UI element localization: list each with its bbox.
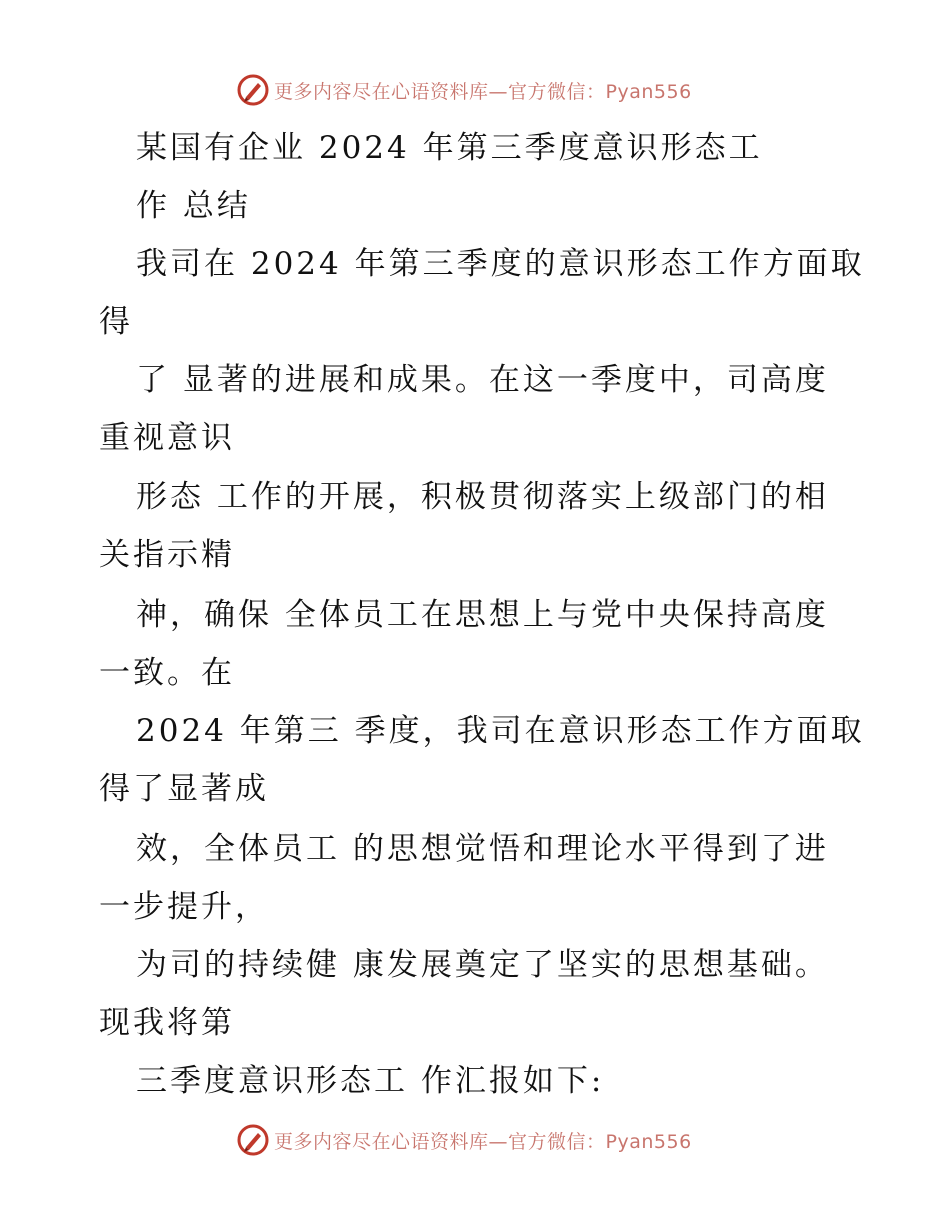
paragraph-line: 得了显著成 xyxy=(99,771,269,807)
paragraph-line: 得 xyxy=(99,304,133,340)
paragraph-line: 神，确保 全体员工在思想上与党中央保持高度 xyxy=(136,597,829,633)
paragraph-line: 一步提升， xyxy=(99,889,269,925)
paragraph-line: 效，全体员工 的思想觉悟和理论水平得到了进 xyxy=(136,831,829,867)
paragraph-line: 一致。在 xyxy=(99,655,235,691)
paragraph-line: 了 显著的进展和成果。在这一季度中，司高度 xyxy=(136,362,829,398)
paragraph-line: 关指示精 xyxy=(99,537,235,573)
watermark-text: 更多内容尽在心语资料库—官方微信：Pyan556 xyxy=(274,1130,692,1153)
paragraph-line: 2024 年第三 季度，我司在意识形态工作方面取 xyxy=(136,713,865,749)
pen-logo-icon xyxy=(236,1123,270,1157)
document-title-line-2: 作 总结 xyxy=(136,188,251,224)
footer-watermark xyxy=(236,1123,692,1157)
document-title-line-1: 某国有企业 2024 年第三季度意识形态工 xyxy=(136,130,763,166)
paragraph-line: 形态 工作的开展，积极贯彻落实上级部门的相 xyxy=(136,479,829,515)
header-watermark xyxy=(236,73,692,107)
paragraph-line: 现我将第 xyxy=(99,1005,235,1041)
paragraph-line: 为司的持续健 康发展奠定了坚实的思想基础。 xyxy=(136,947,829,983)
paragraph-line: 我司在 2024 年第三季度的意识形态工作方面取 xyxy=(136,246,865,282)
paragraph-line: 三季度意识形态工 作汇报如下: xyxy=(136,1063,605,1099)
pen-logo-icon xyxy=(236,73,270,107)
watermark-text: 更多内容尽在心语资料库—官方微信：Pyan556 xyxy=(274,80,692,103)
paragraph-line: 重视意识 xyxy=(99,420,235,456)
